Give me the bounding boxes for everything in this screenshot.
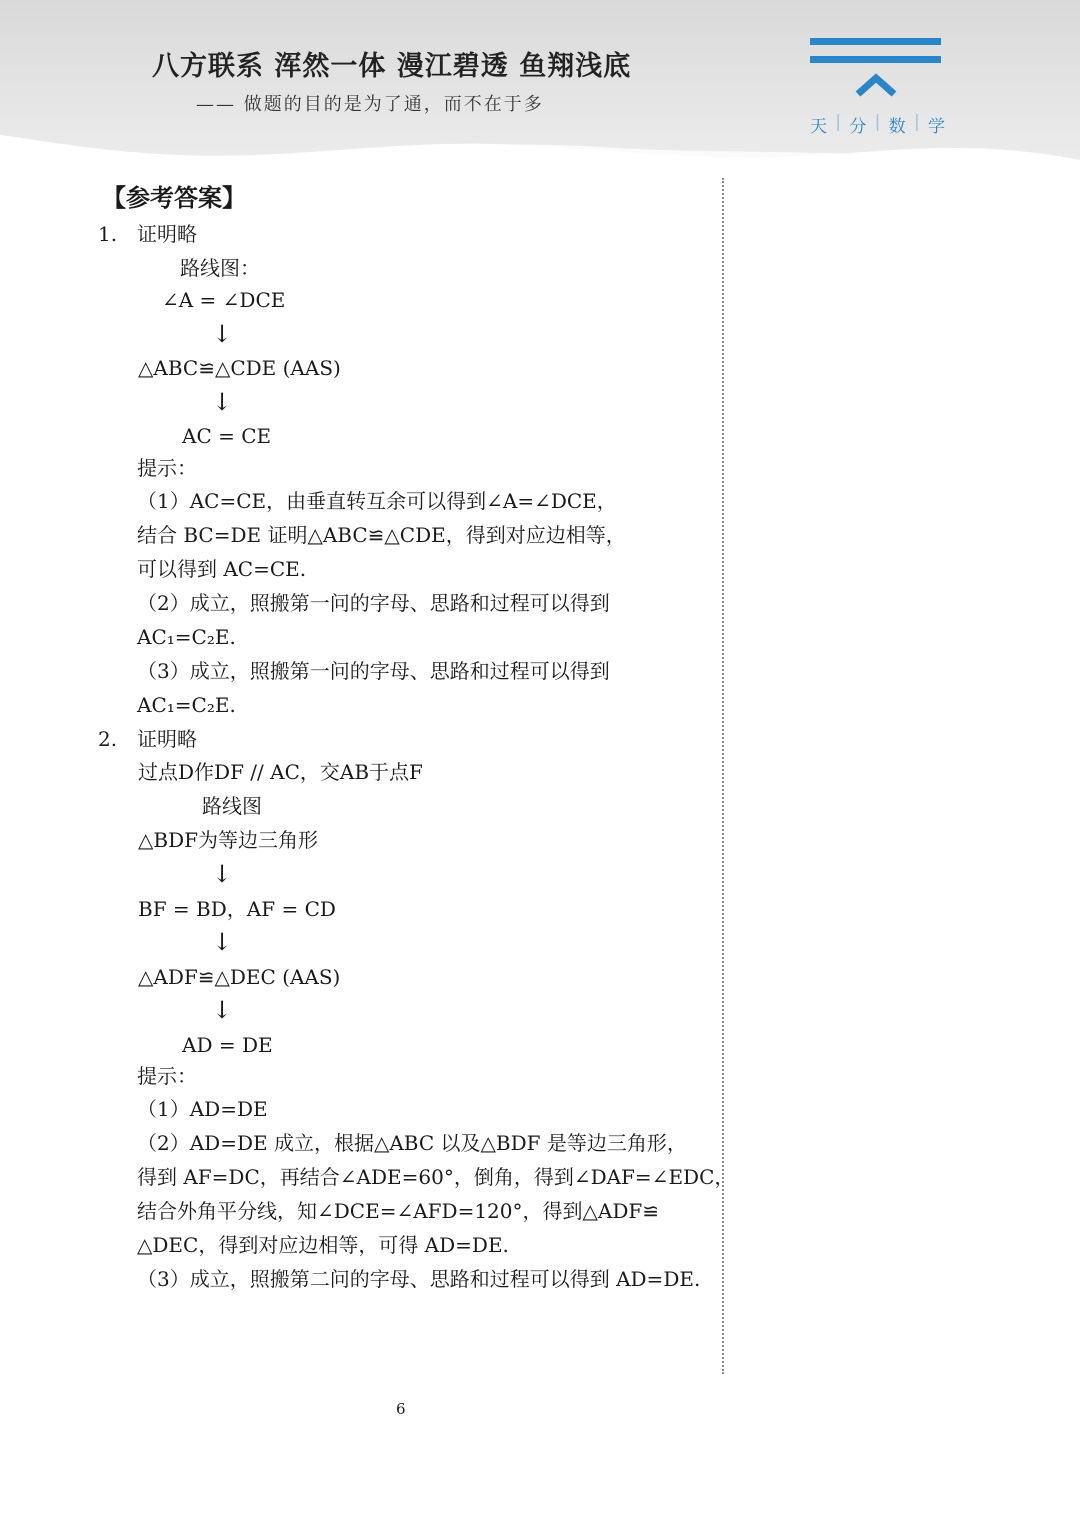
q2-hint-line: （1）AD=DE [137, 1097, 268, 1121]
q1-hint-line: 可以得到 AC=CE. [137, 557, 307, 581]
answer-heading: 【参考答案】 [102, 184, 246, 212]
q2-title: 证明略 [137, 727, 197, 751]
q2-route-step: △ADF≌△DEC (AAS) [138, 965, 341, 989]
q1-route-step: AC = CE [182, 424, 272, 448]
logo-char: 天 [810, 117, 827, 137]
logo-char: 分 [849, 117, 867, 137]
brand-logo-text: 天 | 分 | 数 | 学 [810, 112, 945, 137]
q2-hint-line: （2）AD=DE 成立，根据△ABC 以及△BDF 是等边三角形， [137, 1131, 687, 1155]
header-slogan: 八方联系 浑然一体 漫江碧透 鱼翔浅底 [152, 51, 632, 82]
q1-hint-line: AC₁=C₂E. [137, 625, 236, 649]
q2-route-label: 路线图 [202, 794, 262, 818]
q2-number: 2. [98, 727, 118, 751]
q1-number: 1. [98, 222, 118, 246]
logo-char: 数 [888, 117, 906, 137]
down-arrow-icon: ↓ [212, 928, 233, 956]
q1-route-label: 路线图： [180, 256, 260, 280]
q2-route-step: BF = BD，AF = CD [138, 897, 336, 921]
q2-hint-line: 得到 AF=DC，再结合∠ADE=60°，倒角，得到∠DAF=∠EDC， [137, 1165, 735, 1189]
q2-hint-line: △DEC，得到对应边相等，可得 AD=DE. [137, 1233, 509, 1257]
q2-route-step: △BDF为等边三角形 [138, 828, 318, 852]
header-motto: —— 做题的目的是为了通，而不在于多 [196, 94, 544, 115]
q1-route-step: △ABC≌△CDE (AAS) [138, 356, 341, 380]
down-arrow-icon: ↓ [212, 388, 233, 416]
q2-route-step: AD = DE [182, 1033, 273, 1057]
q2-construction: 过点D作DF // AC，交AB于点F [138, 760, 423, 784]
q1-route-step: ∠A = ∠DCE [162, 288, 286, 312]
q1-hint-line: （2）成立，照搬第一问的字母、思路和过程可以得到 [137, 591, 610, 615]
q1-hint-label: 提示： [137, 456, 197, 480]
down-arrow-icon: ↓ [212, 860, 233, 888]
q1-hint-line: 结合 BC=DE 证明△ABC≌△CDE，得到对应边相等， [137, 523, 626, 547]
q1-hint-line: （3）成立，照搬第一问的字母、思路和过程可以得到 [137, 659, 610, 683]
down-arrow-icon: ↓ [212, 320, 233, 348]
logo-char: 学 [927, 117, 945, 137]
q2-hint-line: 结合外角平分线，知∠DCE=∠AFD=120°，得到△ADF≌ [137, 1199, 659, 1223]
q1-hint-line: （1）AC=CE，由垂直转互余可以得到∠A=∠DCE， [137, 489, 617, 513]
q2-hint-line: （3）成立，照搬第二问的字母、思路和过程可以得到 AD=DE. [137, 1267, 701, 1291]
q2-hint-label: 提示： [137, 1064, 197, 1088]
q1-title: 证明略 [137, 222, 197, 246]
page-number: 6 [396, 1400, 406, 1418]
q1-hint-line: AC₁=C₂E. [137, 693, 236, 717]
down-arrow-icon: ↓ [212, 996, 233, 1024]
column-divider [722, 178, 724, 1374]
